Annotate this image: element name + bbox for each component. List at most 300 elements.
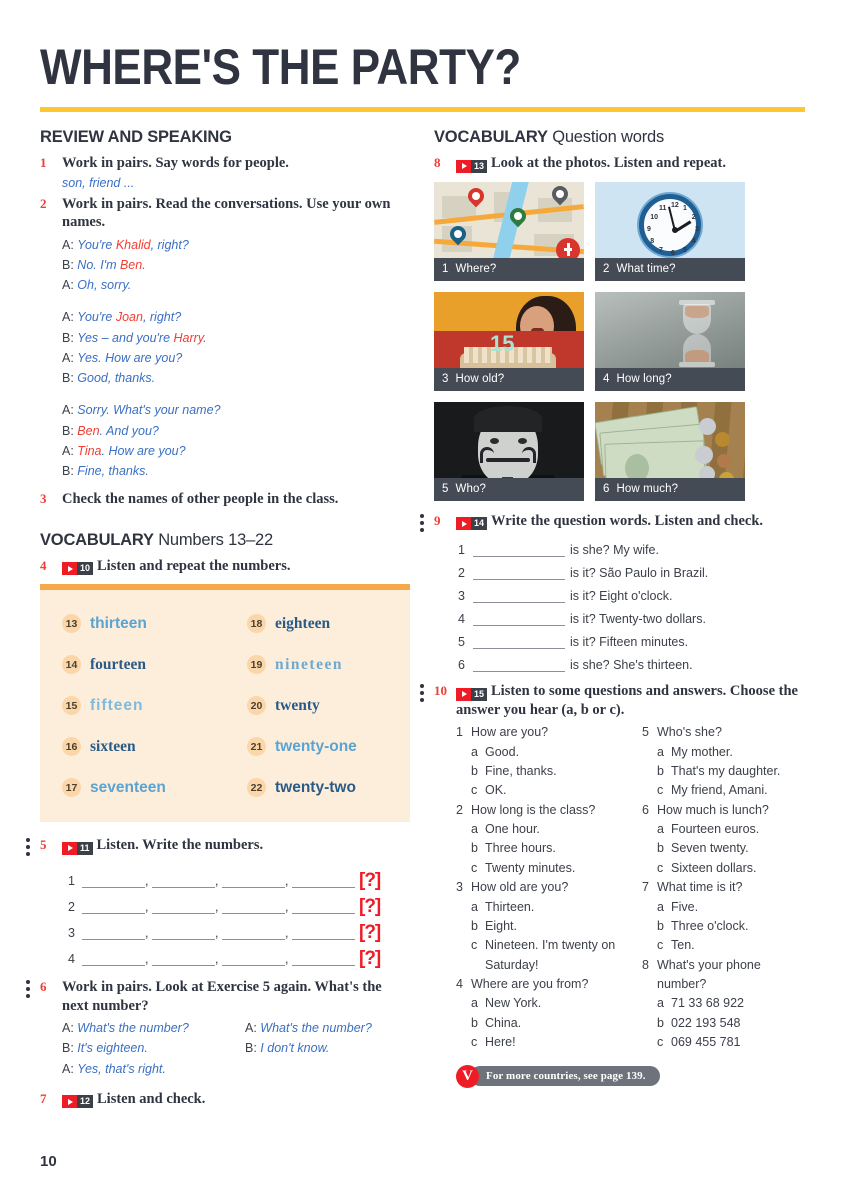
mcq-option[interactable] xyxy=(642,898,810,917)
mcq-option[interactable] xyxy=(456,859,624,878)
exercise-2-number: 2 xyxy=(40,195,47,211)
reference-text: For more countries, see page 139. xyxy=(470,1066,660,1086)
question-word-blank[interactable] xyxy=(473,542,565,557)
mcq-option-text: Thirteen. xyxy=(485,899,535,914)
comma: , xyxy=(145,874,149,889)
exercise-4-title xyxy=(62,557,410,576)
photo-card[interactable] xyxy=(595,402,745,501)
mcq-option-letter: a xyxy=(657,822,664,837)
exercise-1 xyxy=(40,154,410,190)
mcq-option-text: That's my daughter. xyxy=(671,763,781,778)
exercise-8-title xyxy=(456,154,805,173)
dialogue-speaker: A: xyxy=(62,1021,78,1036)
number-row xyxy=(247,767,410,808)
mcq-option-text: Nineteen. I'm twenty on Saturday! xyxy=(485,938,616,972)
mcq-option-text: 069 455 781 xyxy=(671,1035,741,1050)
question-mark-icon: [?] xyxy=(359,948,381,970)
number-row xyxy=(62,685,225,726)
mcq-option-text: My mother. xyxy=(671,744,733,759)
mcq-option[interactable] xyxy=(642,839,810,858)
page-number: 10 xyxy=(40,1153,57,1170)
row-number: 3 xyxy=(68,926,75,941)
question-word-blanks xyxy=(456,534,805,672)
mcq-option-letter: b xyxy=(657,841,664,856)
number-row xyxy=(62,603,225,644)
numbers-vocabulary-box xyxy=(40,584,410,822)
mcq-option-text: 022 193 548 xyxy=(671,1015,741,1030)
photo-row xyxy=(434,182,805,281)
dialogue-text: Yes. How are you? xyxy=(77,350,183,365)
answer-blank[interactable] xyxy=(292,951,355,966)
photo-number: 4 xyxy=(603,373,610,386)
photo-card[interactable] xyxy=(434,182,584,281)
question-word-row[interactable] xyxy=(456,580,805,603)
left-column xyxy=(40,128,410,1108)
photo-number: 3 xyxy=(442,373,449,386)
exercise-2-title: Work in pairs. Read the conversations. Use your own names. xyxy=(62,195,391,231)
mcq-option-letter: a xyxy=(471,822,478,837)
question-mark-icon: [?] xyxy=(359,922,381,944)
number-word: sixteen xyxy=(90,737,136,755)
answer-blank[interactable] xyxy=(222,951,285,966)
play-icon xyxy=(62,842,77,855)
mcq-option[interactable] xyxy=(456,1014,624,1033)
comma: , xyxy=(215,900,219,915)
mcq-option[interactable] xyxy=(642,1014,810,1033)
exercise-10-text: Listen to some questions and answers. Choose the answer you hear (a, b or c). xyxy=(456,683,798,718)
mcq-option-text: Seven twenty. xyxy=(671,841,749,856)
question-remainder: is it? Eight o'clock. xyxy=(570,589,673,604)
dialogue-text: What's the number? xyxy=(260,1021,372,1036)
question-word-blank[interactable] xyxy=(473,657,565,672)
mcq-question xyxy=(456,801,624,879)
mcq-option-letter: c xyxy=(657,938,664,953)
audio-track-number: 12 xyxy=(77,1095,93,1108)
answer-blank[interactable] xyxy=(82,925,145,940)
mcq-question-number: 4 xyxy=(456,977,463,992)
number-row xyxy=(62,767,225,808)
photo-caption xyxy=(595,368,745,391)
number-word: fourteen xyxy=(90,655,146,673)
blank-answer-row[interactable] xyxy=(62,888,410,918)
dialogue-text: I don't know. xyxy=(260,1041,330,1056)
question-word-blank[interactable] xyxy=(473,634,565,649)
mcq-option-letter: b xyxy=(657,918,664,933)
dialogue-text: It's eighteen. xyxy=(77,1041,148,1056)
row-number: 4 xyxy=(458,612,465,627)
dialogue-line xyxy=(62,441,410,461)
audio-icon-track-15[interactable] xyxy=(456,688,487,701)
photo-card[interactable] xyxy=(595,292,745,391)
mcq-question-line xyxy=(456,878,624,897)
exercise-7 xyxy=(40,1090,410,1109)
two-column-layout xyxy=(40,128,805,1108)
dialogue-text: No. I'm xyxy=(77,257,120,272)
question-mark-icon: [?] xyxy=(359,896,381,918)
photo-card[interactable] xyxy=(434,292,584,391)
mcq-question-line xyxy=(456,723,624,742)
play-icon xyxy=(456,517,471,530)
number-badge: 19 xyxy=(247,655,266,674)
dialogue-speaker: A: xyxy=(62,237,78,252)
mcq-question-text: What's your phone number? xyxy=(657,957,761,992)
section-heading-review-speaking xyxy=(40,128,410,147)
exercise-5 xyxy=(40,836,410,970)
row-number: 1 xyxy=(458,543,465,558)
mcq-question-text: How are you? xyxy=(471,725,549,740)
dialogue-speaker: A: xyxy=(62,350,78,365)
audio-icon-track-13[interactable] xyxy=(456,160,487,173)
number-badge: 14 xyxy=(62,655,81,674)
question-mark-icon: [?] xyxy=(359,870,381,892)
question-word-row[interactable] xyxy=(456,557,805,580)
photo-card[interactable] xyxy=(434,402,584,501)
dialogue-speaker: B: xyxy=(62,330,78,345)
dialogue-line xyxy=(62,368,410,388)
dialogue-text: , right? xyxy=(150,237,189,252)
section-heading-bold: REVIEW AND SPEAKING xyxy=(40,128,232,146)
dialogue-speaker: B: xyxy=(62,371,78,386)
play-icon xyxy=(62,1095,77,1108)
answer-blank[interactable] xyxy=(82,951,145,966)
mcq-option[interactable] xyxy=(456,994,624,1013)
vocab-numbers-sub: Numbers 13–22 xyxy=(153,530,273,549)
dialogue-line xyxy=(62,1059,227,1079)
dialogue-line xyxy=(245,1038,410,1058)
clock-face: 12 1 2 3 4 5 6 7 8 9 10 11 xyxy=(639,194,701,256)
mcq-option-letter: b xyxy=(471,1015,478,1030)
comma: , xyxy=(145,900,149,915)
dialogue-speaker: B: xyxy=(62,257,78,272)
answer-blank[interactable] xyxy=(222,873,285,888)
audio-icon-track-12[interactable] xyxy=(62,1095,93,1108)
mcq-option-text: One hour. xyxy=(485,822,540,837)
mcq-option[interactable] xyxy=(456,898,624,917)
answer-blank[interactable] xyxy=(292,925,355,940)
photo-caption xyxy=(434,258,584,281)
mcq-option-text: Five. xyxy=(671,899,699,914)
comma: , xyxy=(145,952,149,967)
mcq-option-letter: c xyxy=(657,783,664,798)
answer-blank[interactable] xyxy=(222,899,285,914)
exercise-1-hint: son, friend ... xyxy=(62,175,135,190)
dialogue-line xyxy=(62,235,410,255)
dialogue-line xyxy=(62,307,410,327)
number-badge: 13 xyxy=(62,614,81,633)
photo-number: 2 xyxy=(603,263,610,276)
number-badge: 21 xyxy=(247,737,266,756)
mcq-option-text: Fine, thanks. xyxy=(485,763,557,778)
dialogue-name: Ben xyxy=(77,423,100,438)
mcq-option-letter: a xyxy=(471,744,478,759)
mcq-option[interactable] xyxy=(456,820,624,839)
mcq-question xyxy=(642,956,810,1053)
dialogue-text: Oh, sorry. xyxy=(77,278,132,293)
answer-blank[interactable] xyxy=(222,925,285,940)
answer-blank[interactable] xyxy=(292,873,355,888)
dialogue-speaker: A: xyxy=(62,310,78,325)
answer-blank[interactable] xyxy=(292,899,355,914)
question-remainder: is it? São Paulo in Brazil. xyxy=(570,566,709,581)
row-number: 2 xyxy=(458,566,465,581)
dialogue-text: You're xyxy=(77,310,116,325)
dialogue-line xyxy=(62,421,410,441)
dialogue-speaker: B: xyxy=(62,1041,78,1056)
mcq-question-number: 6 xyxy=(642,802,649,817)
answer-blank[interactable] xyxy=(152,925,215,940)
dialogue-text: . And you? xyxy=(99,423,159,438)
row-number: 3 xyxy=(458,589,465,604)
comma: , xyxy=(145,926,149,941)
mcq-option-text: 71 33 68 922 xyxy=(671,996,744,1011)
row-number: 4 xyxy=(68,952,75,967)
comma: , xyxy=(285,874,289,889)
dialogue-line xyxy=(62,275,410,295)
mcq-question-text: How much is lunch? xyxy=(657,802,769,817)
photo-card[interactable] xyxy=(595,182,745,281)
dialogue-name: Khalid xyxy=(115,237,151,252)
mcq-option-text: Sixteen dollars. xyxy=(671,860,757,875)
dialogue-text: You're xyxy=(77,237,116,252)
exercise-7-title xyxy=(62,1090,410,1109)
dialogue-name: Ben xyxy=(119,257,143,272)
exercise-6-dialogue-b xyxy=(245,1018,410,1079)
exercise-6-title: Work in pairs. Look at Exercise 5 again. What's the next number? xyxy=(62,979,382,1014)
audio-track-number: 13 xyxy=(471,160,487,173)
question-word-row[interactable] xyxy=(456,649,805,672)
photo-label: How much? xyxy=(616,483,679,496)
mcq-question-text: Where are you from? xyxy=(471,977,589,992)
photo-label: Who? xyxy=(455,483,486,496)
mcq-question xyxy=(456,878,624,975)
exercise-6-number: 6 xyxy=(40,979,47,995)
dialogue-text: , right? xyxy=(142,310,182,325)
exercise-8-number: 8 xyxy=(434,155,441,170)
mcq-option[interactable] xyxy=(642,859,810,878)
multiple-choice-grid xyxy=(456,723,810,1052)
number-badge: 18 xyxy=(247,614,266,633)
mcq-option[interactable] xyxy=(642,781,810,800)
number-word: thirteen xyxy=(90,614,147,632)
mcq-option[interactable] xyxy=(456,762,624,781)
question-remainder: is she? My wife. xyxy=(570,543,659,558)
right-column xyxy=(434,128,805,1108)
blank-answer-row[interactable] xyxy=(62,914,410,944)
mcq-option-text: Good. xyxy=(485,744,520,759)
conversation-1 xyxy=(62,235,410,296)
mcq-option-letter: b xyxy=(471,918,478,933)
blank-answer-row[interactable] xyxy=(62,940,410,970)
dialogue-name: Joan xyxy=(115,310,143,325)
row-number: 6 xyxy=(458,658,465,673)
mcq-option[interactable] xyxy=(642,936,810,955)
mcq-question xyxy=(456,975,624,1053)
mcq-option[interactable] xyxy=(456,936,624,975)
exercise-8-text: Look at the photos. Listen and repeat. xyxy=(491,155,726,171)
question-word-blank[interactable] xyxy=(473,565,565,580)
number-word: twenty-two xyxy=(275,778,356,796)
photo-number: 5 xyxy=(442,483,449,496)
dialogue-name: Tina xyxy=(77,443,102,458)
question-word-row[interactable] xyxy=(456,603,805,626)
comma: , xyxy=(285,900,289,915)
row-number: 1 xyxy=(68,874,75,889)
question-remainder: is it? Fifteen minutes. xyxy=(570,635,689,650)
mcq-option-letter: c xyxy=(471,1035,478,1050)
number-row xyxy=(247,726,410,767)
mcq-option[interactable] xyxy=(642,994,810,1013)
comma: , xyxy=(215,874,219,889)
mcq-question-line xyxy=(642,801,810,820)
mcq-question xyxy=(642,723,810,801)
dialogue-line xyxy=(62,400,410,420)
comma: , xyxy=(215,952,219,967)
number-word: nineteen xyxy=(275,655,343,673)
numbers-column-right xyxy=(225,603,410,808)
exercise-3 xyxy=(40,490,410,509)
exercise-10-number: 10 xyxy=(434,683,447,699)
mcq-option-text: Three o'clock. xyxy=(671,918,749,933)
exercise-6-dialogues xyxy=(62,1018,410,1079)
audio-track-number: 10 xyxy=(77,562,93,575)
mcq-question-line xyxy=(642,878,810,897)
audio-icon-track-10[interactable] xyxy=(62,562,93,575)
mcq-option[interactable] xyxy=(456,781,624,800)
mcq-question-number: 3 xyxy=(456,880,463,895)
number-word: twenty xyxy=(275,696,320,714)
number-row xyxy=(247,603,410,644)
mcq-question-line xyxy=(642,956,810,995)
mcq-option-letter: b xyxy=(657,763,664,778)
exercise-7-text: Listen and check. xyxy=(97,1090,206,1107)
mcq-question-number: 7 xyxy=(642,880,649,895)
mcq-option[interactable] xyxy=(456,839,624,858)
question-word-row[interactable] xyxy=(456,534,805,557)
mcq-question-text: What time is it? xyxy=(657,880,743,895)
mcq-option[interactable] xyxy=(456,1033,624,1052)
dialogue-line xyxy=(62,461,410,481)
dialogue-speaker: A: xyxy=(62,443,78,458)
mcq-option-letter: b xyxy=(657,1015,664,1030)
mcq-option[interactable] xyxy=(642,1033,810,1052)
photo-number: 1 xyxy=(442,263,449,276)
answer-blank[interactable] xyxy=(82,899,145,914)
page-title: WHERE'S THE PARTY? xyxy=(40,39,521,95)
audio-track-number: 14 xyxy=(471,517,487,530)
exercise-1-number: 1 xyxy=(40,155,47,170)
dialogue-speaker: A: xyxy=(62,1061,78,1076)
exercise-7-number: 7 xyxy=(40,1090,47,1106)
exercise-4-number: 4 xyxy=(40,557,47,573)
mcq-option[interactable] xyxy=(642,917,810,936)
dialogue-speaker: B: xyxy=(62,464,78,479)
audio-icon-track-11[interactable] xyxy=(62,842,93,855)
number-badge: 16 xyxy=(62,737,81,756)
play-icon xyxy=(456,688,471,701)
mcq-option-letter: c xyxy=(471,860,478,875)
mcq-question-number: 2 xyxy=(456,802,463,817)
question-word-blank[interactable] xyxy=(473,611,565,626)
dialogue-line xyxy=(62,328,410,348)
photo-label: How old? xyxy=(455,373,505,386)
reference-banner[interactable] xyxy=(456,1065,805,1088)
mcq-question-line xyxy=(642,723,810,742)
section-heading-vocabulary-question-words xyxy=(434,128,805,147)
birthday-photo-art: 15 xyxy=(434,292,584,391)
exercise-9-title xyxy=(456,512,805,531)
question-remainder: is it? Twenty-two dollars. xyxy=(570,612,706,627)
mcq-option-letter: a xyxy=(657,996,664,1011)
photo-number: 6 xyxy=(603,483,610,496)
dialogue-line xyxy=(62,1018,227,1038)
question-word-row[interactable] xyxy=(456,626,805,649)
mcq-option[interactable] xyxy=(642,743,810,762)
number-row xyxy=(62,644,225,685)
exercise-5-title xyxy=(62,836,410,855)
exercise-8 xyxy=(434,154,805,173)
mcq-option-letter: c xyxy=(471,938,478,953)
dialogue-text: . How are you? xyxy=(101,443,186,458)
dialogue-line xyxy=(62,255,410,275)
listening-mcq-marker-dots xyxy=(420,684,424,702)
exercise-9-text: Write the question words. Listen and check. xyxy=(491,512,764,529)
vocab-numbers-bold: VOCABULARY xyxy=(40,530,154,549)
mcq-option[interactable] xyxy=(456,917,624,936)
dialogue-text: Fine, thanks. xyxy=(77,464,149,479)
exercise-3-title: Check the names of other people in the class. xyxy=(62,491,339,508)
exercise-6-dialogue-a xyxy=(62,1018,227,1079)
mcq-option-letter: a xyxy=(471,996,478,1011)
mcq-question-number: 1 xyxy=(456,725,463,740)
question-word-blank[interactable] xyxy=(473,588,565,603)
dialogue-line xyxy=(62,348,410,368)
mcq-option-letter: c xyxy=(657,1035,664,1050)
mcq-question xyxy=(642,878,810,956)
dialogue-speaker: B: xyxy=(62,423,78,438)
photo-label: Where? xyxy=(455,263,497,276)
number-word: eighteen xyxy=(275,614,331,632)
mcq-option-text: China. xyxy=(485,1015,522,1030)
mcq-option[interactable] xyxy=(642,762,810,781)
answer-blank[interactable] xyxy=(152,951,215,966)
photo-label: What time? xyxy=(616,263,676,276)
comma: , xyxy=(285,952,289,967)
dialogue-text: What's the number? xyxy=(77,1021,189,1036)
mcq-question-text: How long is the class? xyxy=(471,802,596,817)
exercise-10-title xyxy=(456,682,810,719)
row-number: 5 xyxy=(458,635,465,650)
vocab-qw-sub: Question words xyxy=(547,128,665,146)
number-badge: 22 xyxy=(247,778,266,797)
audio-icon-track-14[interactable] xyxy=(456,517,487,530)
mcq-option-text: Eight. xyxy=(485,918,517,933)
dialogue-text: . xyxy=(203,330,207,345)
mcq-question-line xyxy=(456,975,624,994)
photo-caption xyxy=(595,478,745,501)
answer-blank[interactable] xyxy=(152,899,215,914)
blank-answer-row[interactable] xyxy=(62,862,410,892)
mcq-option[interactable] xyxy=(456,743,624,762)
mcq-column-right xyxy=(642,723,810,1052)
mcq-option[interactable] xyxy=(642,820,810,839)
exercise-9-number: 9 xyxy=(434,512,441,528)
exercise-4 xyxy=(40,557,410,576)
answer-blank[interactable] xyxy=(152,873,215,888)
play-icon xyxy=(62,562,77,575)
comma: , xyxy=(285,926,289,941)
answer-blank[interactable] xyxy=(82,873,145,888)
photo-row xyxy=(434,402,805,501)
